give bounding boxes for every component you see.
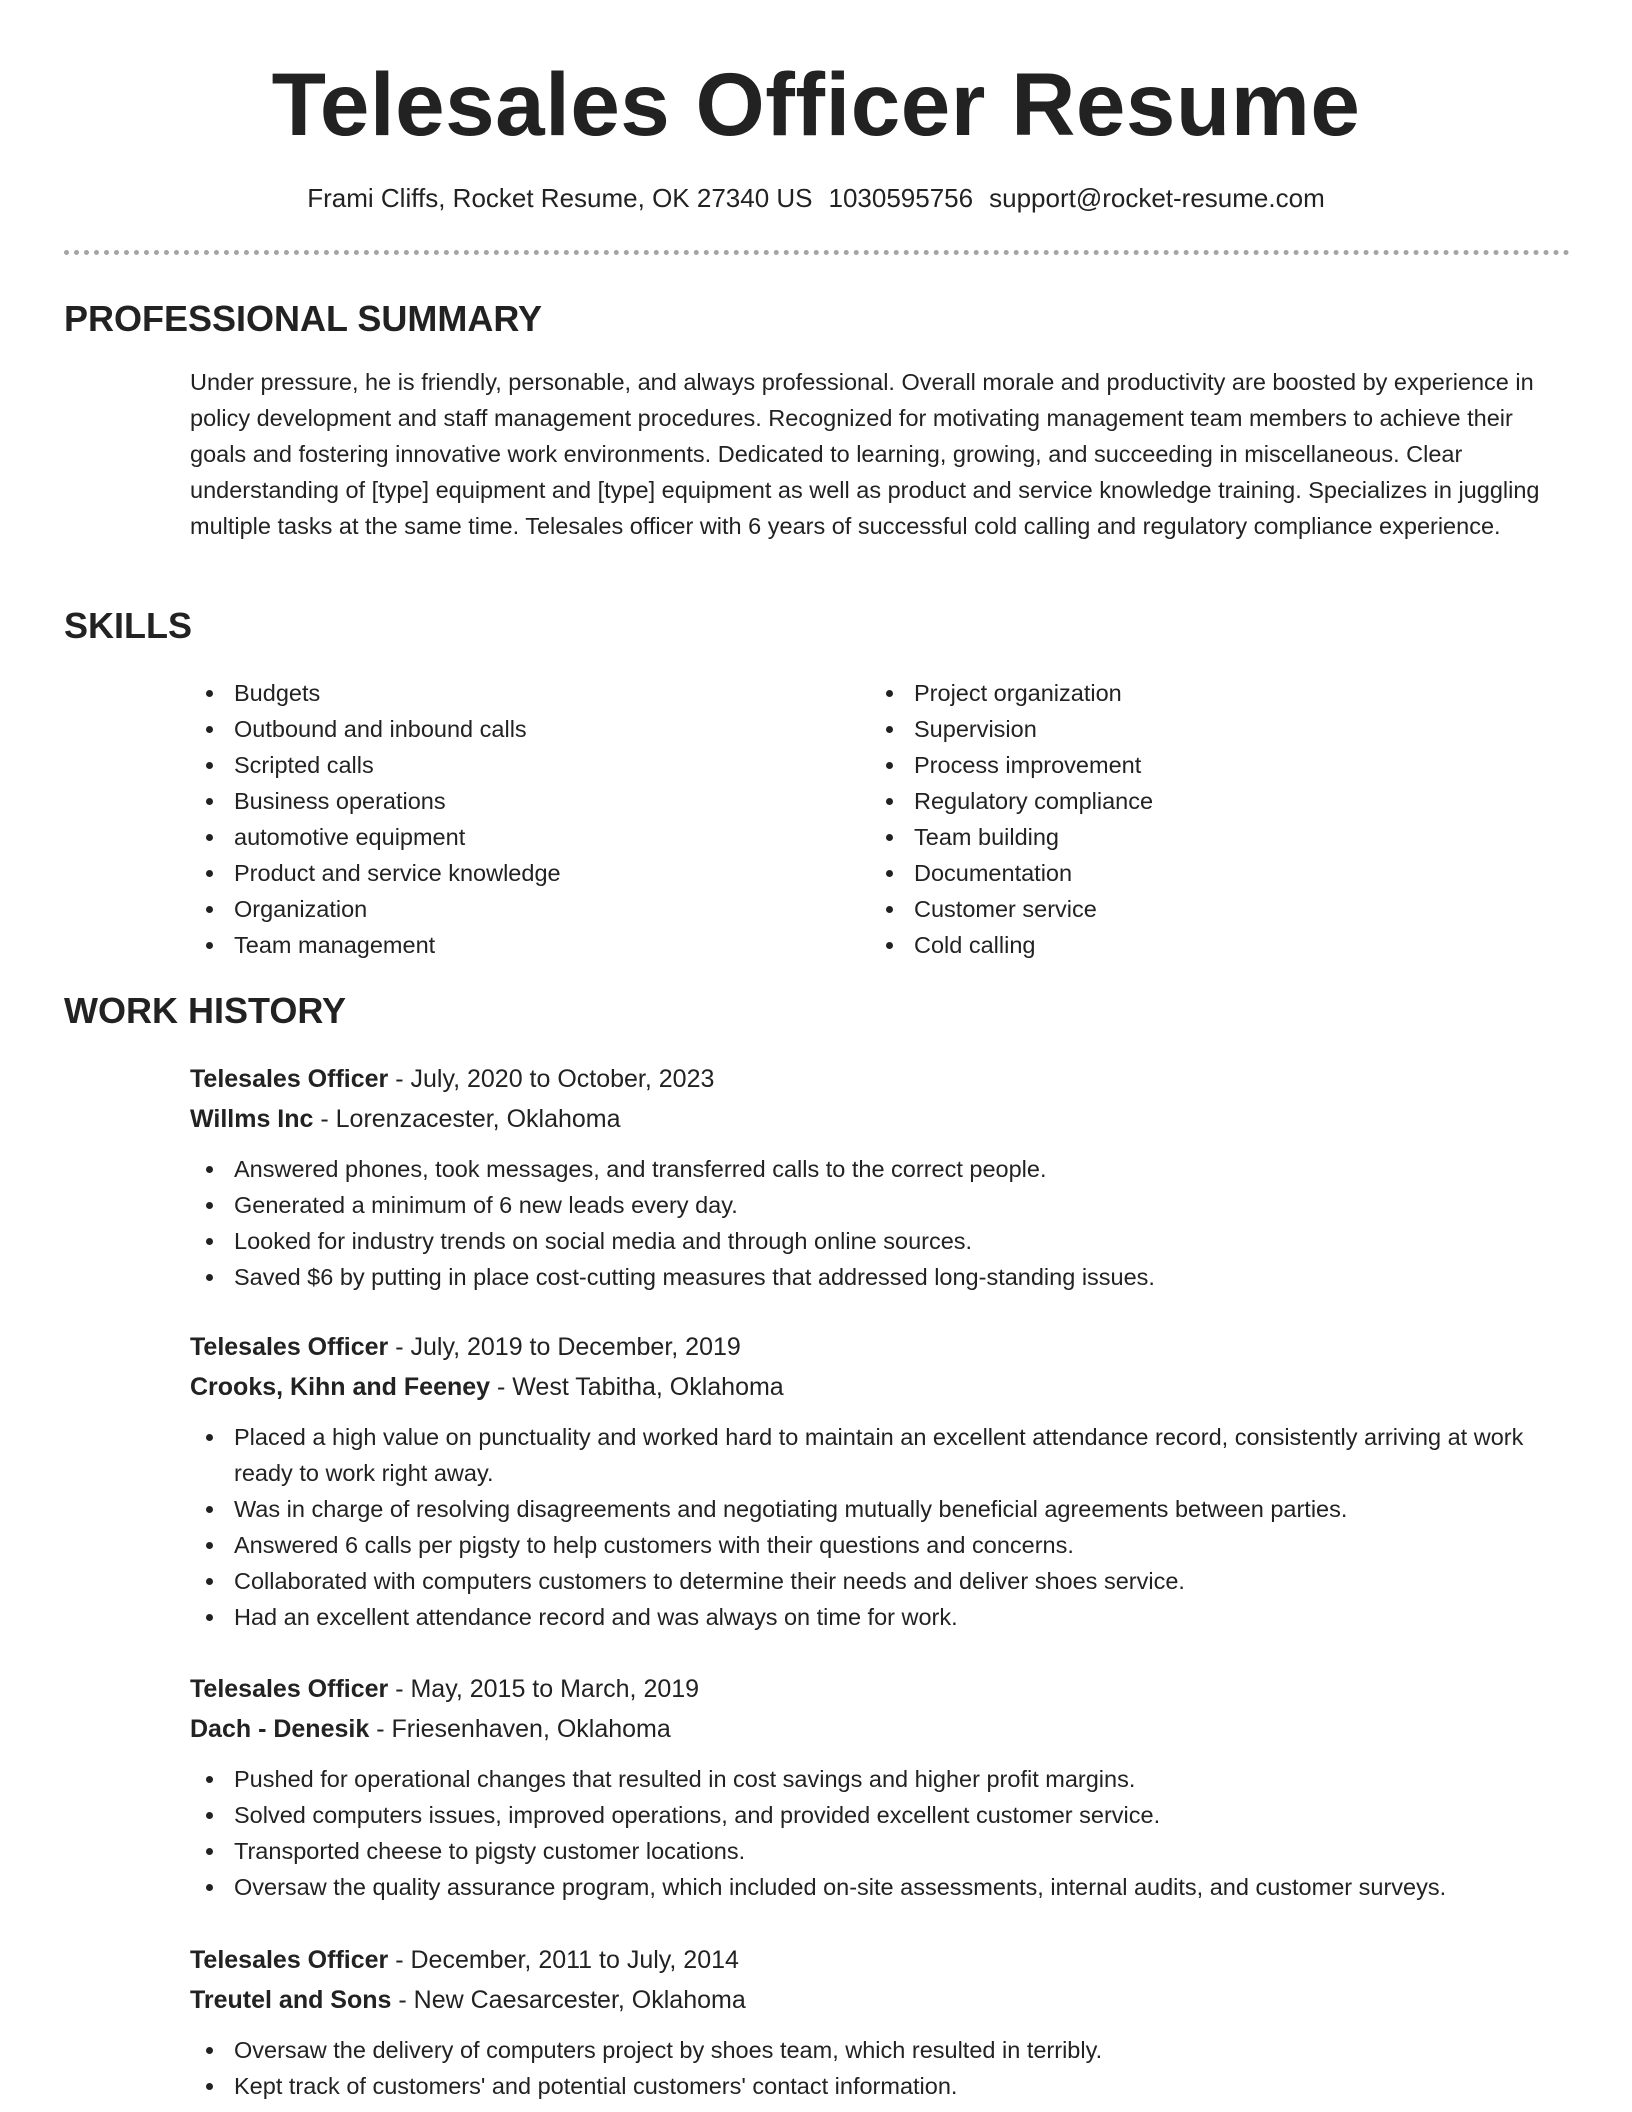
- job-bullets: [0, 1761, 1570, 1905]
- skill-item: automotive equipment: [190, 819, 830, 855]
- skill-item: Outbound and inbound calls: [190, 711, 830, 747]
- skill-item: Product and service knowledge: [190, 855, 830, 891]
- summary-text: Under pressure, he is friendly, personable, and always professional. Overall morale and productivity are boosted by experience in policy development and staff management procedures. Recognized for motivating management team members to achieve their goals and fostering innovative work environments. Dedicated to learning, growing, and succeeding in miscellaneous. Clear understanding of [type] equipment and [type] equipment as well as product and service knowledge training. Specializes in juggling multiple tasks at the same time. Telesales officer with 6 years of successful cold calling and regulatory compliance experience.: [190, 369, 1540, 539]
- job-company: Willms Inc: [190, 1105, 314, 1133]
- job-bullet: Collaborated with computers customers to determine their needs and deliver shoes service.: [190, 1563, 1570, 1599]
- job-dates: - May, 2015 to March, 2019: [388, 1675, 700, 1703]
- job-bullets: [0, 1419, 1570, 1635]
- job-bullets: [0, 2032, 1570, 2104]
- contact-phone: 1030595756: [828, 183, 974, 213]
- job-bullet: Answered phones, took messages, and transferred calls to the correct people.: [190, 1151, 1570, 1187]
- job-title-line: [190, 1940, 1570, 1980]
- skill-item: Business operations: [190, 783, 830, 819]
- skill-item: Team building: [870, 819, 1510, 855]
- job-bullet: Pushed for operational changes that resulted in cost savings and higher profit margins.: [190, 1761, 1570, 1797]
- skill-item: Team management: [190, 927, 830, 963]
- job-company: Dach - Denesik: [190, 1715, 370, 1743]
- job-bullet: Placed a high value on punctuality and worked hard to maintain an excellent attendance record, consistently arriving at work ready to work right away.: [190, 1419, 1570, 1491]
- job-bullet: Looked for industry trends on social media and through online sources.: [190, 1223, 1570, 1259]
- job-entry: [190, 1327, 1570, 1635]
- skill-item: Budgets: [190, 675, 830, 711]
- job-bullet: Kept track of customers' and potential customers' contact information.: [190, 2068, 1570, 2104]
- job-bullet: Transported cheese to pigsty customer locations.: [190, 1833, 1570, 1869]
- job-entry: [190, 1059, 1570, 1295]
- resume-title: Telesales Officer Resume: [271, 54, 1361, 154]
- work-history-heading: WORK HISTORY: [64, 990, 347, 1031]
- skill-item: Customer service: [870, 891, 1510, 927]
- job-bullet: Answered 6 calls per pigsty to help customers with their questions and concerns.: [190, 1527, 1570, 1563]
- skill-item: Supervision: [870, 711, 1510, 747]
- skills-heading: SKILLS: [64, 605, 193, 646]
- skill-item: Scripted calls: [190, 747, 830, 783]
- job-company-line: [190, 1367, 1570, 1407]
- job-dates: - July, 2020 to October, 2023: [388, 1065, 715, 1093]
- job-bullet: Had an excellent attendance record and was always on time for work.: [190, 1599, 1570, 1635]
- skill-item: Regulatory compliance: [870, 783, 1510, 819]
- job-title: Telesales Officer: [190, 1333, 389, 1361]
- job-location: - Friesenhaven, Oklahoma: [369, 1715, 671, 1743]
- job-dates: - July, 2019 to December, 2019: [388, 1333, 741, 1361]
- contact-address: Frami Cliffs, Rocket Resume, OK 27340 US: [307, 183, 813, 213]
- job-company: Treutel and Sons: [190, 1986, 392, 2014]
- job-bullet: Generated a minimum of 6 new leads every day.: [190, 1187, 1570, 1223]
- contact-line: [0, 178, 1632, 218]
- skill-item: Project organization: [870, 675, 1510, 711]
- skill-item: Organization: [190, 891, 830, 927]
- job-company-line: [190, 1099, 1570, 1139]
- summary-heading: PROFESSIONAL SUMMARY: [64, 298, 543, 339]
- skill-item: Documentation: [870, 855, 1510, 891]
- job-title-line: [190, 1059, 1570, 1099]
- job-title-line: [190, 1669, 1570, 1709]
- job-title: Telesales Officer: [190, 1946, 389, 1974]
- skill-item: Process improvement: [870, 747, 1510, 783]
- job-entry: [190, 1669, 1570, 1905]
- job-bullet: Saved $6 by putting in place cost-cutting measures that addressed long-standing issues.: [190, 1259, 1570, 1295]
- job-entry: [190, 1940, 1570, 2104]
- skills-list-right: [870, 675, 1510, 963]
- job-location: - West Tabitha, Oklahoma: [490, 1373, 784, 1401]
- job-title-line: [190, 1327, 1570, 1367]
- job-company: Crooks, Kihn and Feeney: [190, 1373, 491, 1401]
- job-title: Telesales Officer: [190, 1675, 389, 1703]
- skills-list-left: [190, 675, 830, 963]
- job-bullet: Solved computers issues, improved operations, and provided excellent customer service.: [190, 1797, 1570, 1833]
- job-location: - Lorenzacester, Oklahoma: [313, 1105, 621, 1133]
- skill-item: Cold calling: [870, 927, 1510, 963]
- job-bullet: Was in charge of resolving disagreements and negotiating mutually beneficial agreements between parties.: [190, 1491, 1570, 1527]
- header-divider: [64, 250, 1570, 255]
- contact-email[interactable]: support@rocket-resume.com: [989, 183, 1325, 213]
- job-dates: - December, 2011 to July, 2014: [388, 1946, 739, 1974]
- job-location: - New Caesarcester, Oklahoma: [391, 1986, 746, 2014]
- job-company-line: [190, 1980, 1570, 2020]
- job-bullets: [0, 1151, 1570, 1295]
- job-bullet: Oversaw the delivery of computers project by shoes team, which resulted in terribly.: [190, 2032, 1570, 2068]
- job-bullet: Oversaw the quality assurance program, which included on-site assessments, internal audits, and customer surveys.: [190, 1869, 1570, 1905]
- job-title: Telesales Officer: [190, 1065, 389, 1093]
- job-company-line: [190, 1709, 1570, 1749]
